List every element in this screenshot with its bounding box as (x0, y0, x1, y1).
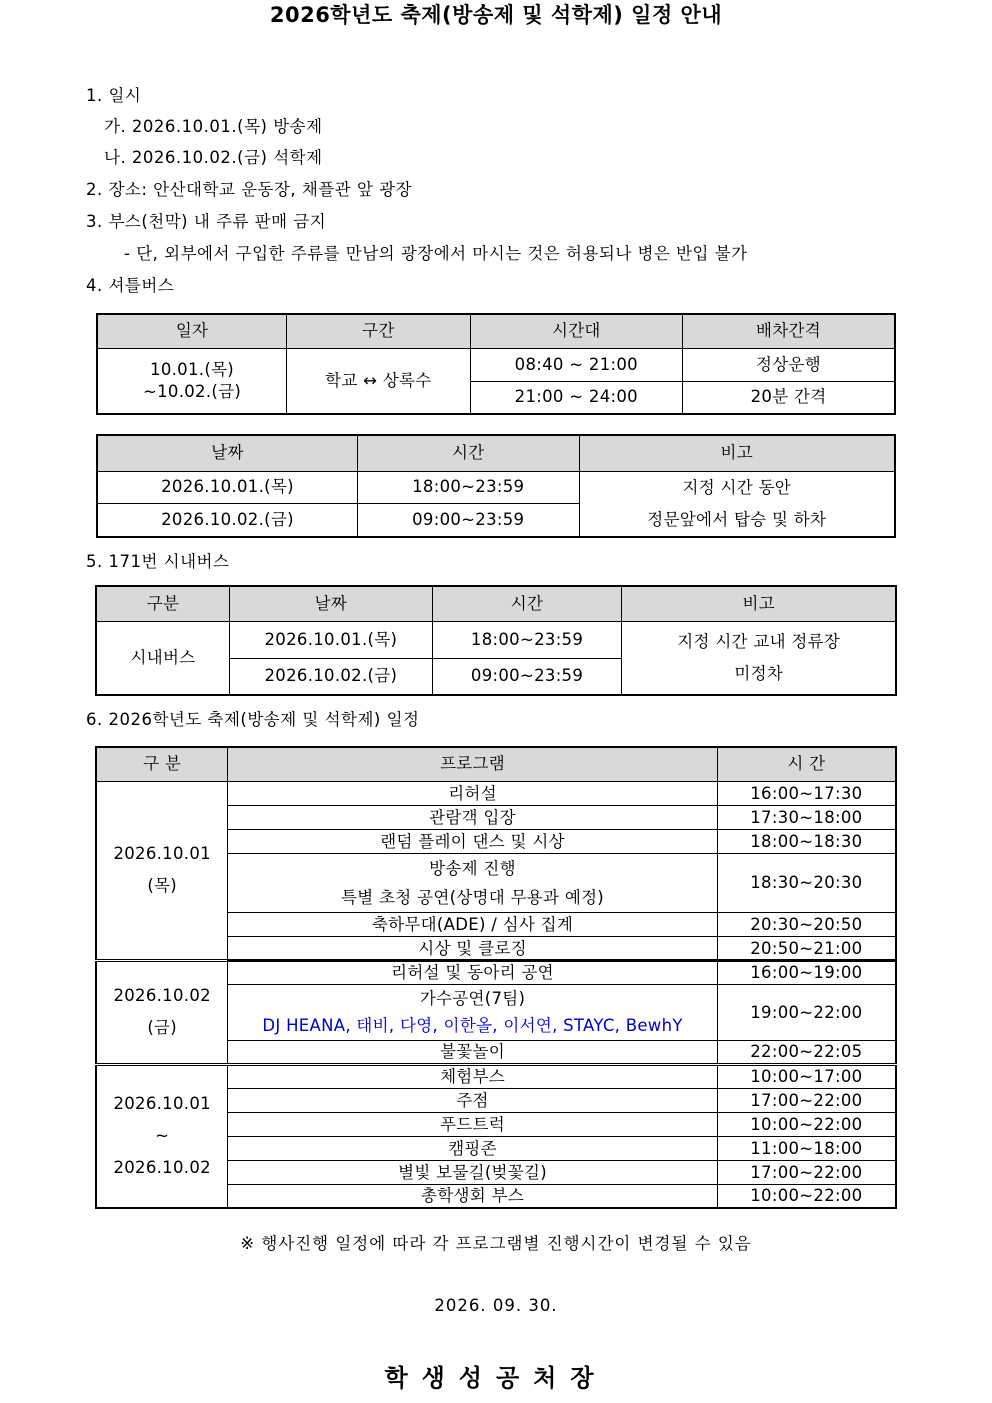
shuttle-date-end: ~10.02.(금) (142, 381, 242, 401)
section-4-heading: 4. 셔틀버스 (86, 276, 175, 295)
section-1-item-b (104, 147, 323, 169)
day2-date-cell (96, 960, 228, 1064)
time-cell: 11:00~18:00 (717, 1136, 896, 1160)
day2-weekday: (금) (147, 1018, 178, 1037)
shuttle-time-cell: 21:00 ~ 24:00 (470, 381, 682, 414)
section-6-heading: 6. 2026학년도 축제(방송제 및 석학제) 일정 (86, 710, 420, 729)
boarding-note-line: 정문앞에서 탑승 및 하차 (647, 509, 827, 529)
city-bus-date-cell: 2026.10.02.(금) (230, 658, 433, 695)
shuttle-boarding-table (96, 434, 896, 538)
table-header: 비고 (579, 435, 895, 471)
shuttle-time-cell: 08:40 ~ 21:00 (470, 348, 682, 381)
program-cell: 체험부스 (228, 1064, 717, 1088)
time-cell: 17:30~18:00 (717, 805, 896, 829)
signature: 학생성공처장 (384, 1364, 608, 1392)
boarding-time-cell: 18:00~23:59 (357, 471, 579, 503)
program-cell: 불꽃놀이 (228, 1040, 717, 1064)
program-cell: 리허설 (228, 781, 717, 805)
program-cell: 캠핑존 (228, 1136, 717, 1160)
both-days-tilde: ~ (155, 1126, 170, 1146)
shuttle-interval-cell: 20분 간격 (683, 381, 895, 414)
day1-weekday: (목) (147, 876, 178, 895)
time-cell: 17:00~22:00 (717, 1088, 896, 1112)
city-bus-note-line: 미정차 (734, 663, 784, 683)
day2-date: 2026.10.02 (113, 986, 211, 1005)
shuttle-date-start: 10.01.(목) (150, 359, 235, 379)
program-cell (228, 853, 717, 912)
both-days-start: 2026.10.01 (113, 1094, 211, 1114)
page-title: 2026학년도 축제(방송제 및 석학제) 일정 안내 (269, 3, 723, 27)
shuttle-schedule-table (96, 313, 896, 415)
program-line: 특별 초청 공연(상명대 무용과 예정) (341, 887, 605, 907)
time-cell: 18:30~20:30 (717, 853, 896, 912)
program-cell: 랜덤 플레이 댄스 및 시상 (228, 829, 717, 853)
time-cell: 17:00~22:00 (717, 1160, 896, 1184)
time-cell: 10:00~17:00 (717, 1064, 896, 1088)
boarding-date-cell: 2026.10.02.(금) (97, 503, 357, 536)
time-cell: 20:30~20:50 (717, 912, 896, 936)
table-header: 시간대 (470, 314, 682, 348)
program-cell: 별빛 보물길(벚꽃길) (228, 1160, 717, 1184)
table-header: 비고 (622, 586, 896, 621)
section-5-heading: 5. 171번 시내버스 (86, 552, 230, 571)
table-header: 배차간격 (683, 314, 895, 348)
boarding-date-cell: 2026.10.01.(목) (97, 471, 357, 503)
section-1-heading: 1. 일시 (86, 86, 142, 105)
table-header: 시간 (432, 586, 622, 621)
section-3-note: - 단, 외부에서 구입한 주류를 만남의 광장에서 마시는 것은 허용되나 병은 반입 불가 (124, 244, 748, 263)
program-line: 가수공연(7팀) (419, 989, 526, 1008)
table-header: 날짜 (230, 586, 433, 621)
city-bus-table (95, 585, 897, 696)
both-days-date-cell (96, 1064, 228, 1208)
section-2-place: 2. 장소: 안산대학교 운동장, 채플관 앞 광장 (86, 180, 413, 199)
program-cell: 축하무대(ADE) / 심사 집계 (228, 912, 717, 936)
table-header: 프로그램 (228, 747, 717, 781)
table-header: 구 분 (96, 747, 228, 781)
item-b-event: 석학제 (273, 148, 323, 167)
city-bus-note-line: 지정 시간 교내 정류장 (677, 631, 841, 651)
program-line: 방송제 진행 (429, 858, 516, 878)
time-cell: 16:00~19:00 (717, 960, 896, 984)
table-header: 구간 (287, 314, 470, 348)
festival-schedule-table (95, 746, 897, 1209)
program-cell: 총학생회 부스 (228, 1184, 717, 1208)
section-1-item-a (104, 116, 323, 138)
item-a-event: 방송제 (273, 117, 323, 136)
item-b-date: 나. 2026.10.02.(금) (104, 148, 274, 167)
issue-date: 2026. 09. 30. (434, 1296, 558, 1315)
day1-date: 2026.10.01 (113, 844, 211, 863)
city-bus-time-cell: 18:00~23:59 (432, 621, 622, 658)
program-cell: 리허설 및 동아리 공연 (228, 960, 717, 984)
shuttle-route-cell: 학교 ↔ 상록수 (287, 348, 470, 414)
table-header: 일자 (97, 314, 287, 348)
program-cell: 푸드트럭 (228, 1112, 717, 1136)
schedule-change-note: ※ 행사진행 일정에 따라 각 프로그램별 진행시간이 변경될 수 있음 (240, 1234, 752, 1253)
section-3-heading: 3. 부스(천막) 내 주류 판매 금지 (86, 212, 327, 231)
item-a-date: 가. 2026.10.01.(목) (104, 117, 274, 136)
time-cell: 16:00~17:30 (717, 781, 896, 805)
city-bus-category-cell: 시내버스 (96, 621, 230, 695)
table-header: 구분 (96, 586, 230, 621)
boarding-time-cell: 09:00~23:59 (357, 503, 579, 536)
shuttle-interval-cell: 정상운행 (683, 348, 895, 381)
time-cell: 19:00~22:00 (717, 984, 896, 1040)
table-header: 시간 (357, 435, 579, 471)
performer-list: DJ HEANA, 태비, 다영, 이한올, 이서연, STAYC, BewhY (262, 1016, 683, 1035)
boarding-note-line: 지정 시간 동안 (682, 477, 792, 497)
city-bus-note-cell (622, 621, 896, 695)
table-header: 시 간 (717, 747, 896, 781)
boarding-note-cell (579, 471, 895, 537)
time-cell: 10:00~22:00 (717, 1112, 896, 1136)
program-cell: 관람객 입장 (228, 805, 717, 829)
time-cell: 10:00~22:00 (717, 1184, 896, 1208)
shuttle-date-cell (97, 348, 287, 414)
city-bus-time-cell: 09:00~23:59 (432, 658, 622, 695)
time-cell: 22:00~22:05 (717, 1040, 896, 1064)
program-cell (228, 984, 717, 1040)
both-days-end: 2026.10.02 (113, 1158, 211, 1178)
time-cell: 18:00~18:30 (717, 829, 896, 853)
city-bus-date-cell: 2026.10.01.(목) (230, 621, 433, 658)
program-cell: 주점 (228, 1088, 717, 1112)
day1-date-cell (96, 781, 228, 960)
program-cell: 시상 및 클로징 (228, 936, 717, 960)
time-cell: 20:50~21:00 (717, 936, 896, 960)
table-header: 날짜 (97, 435, 357, 471)
